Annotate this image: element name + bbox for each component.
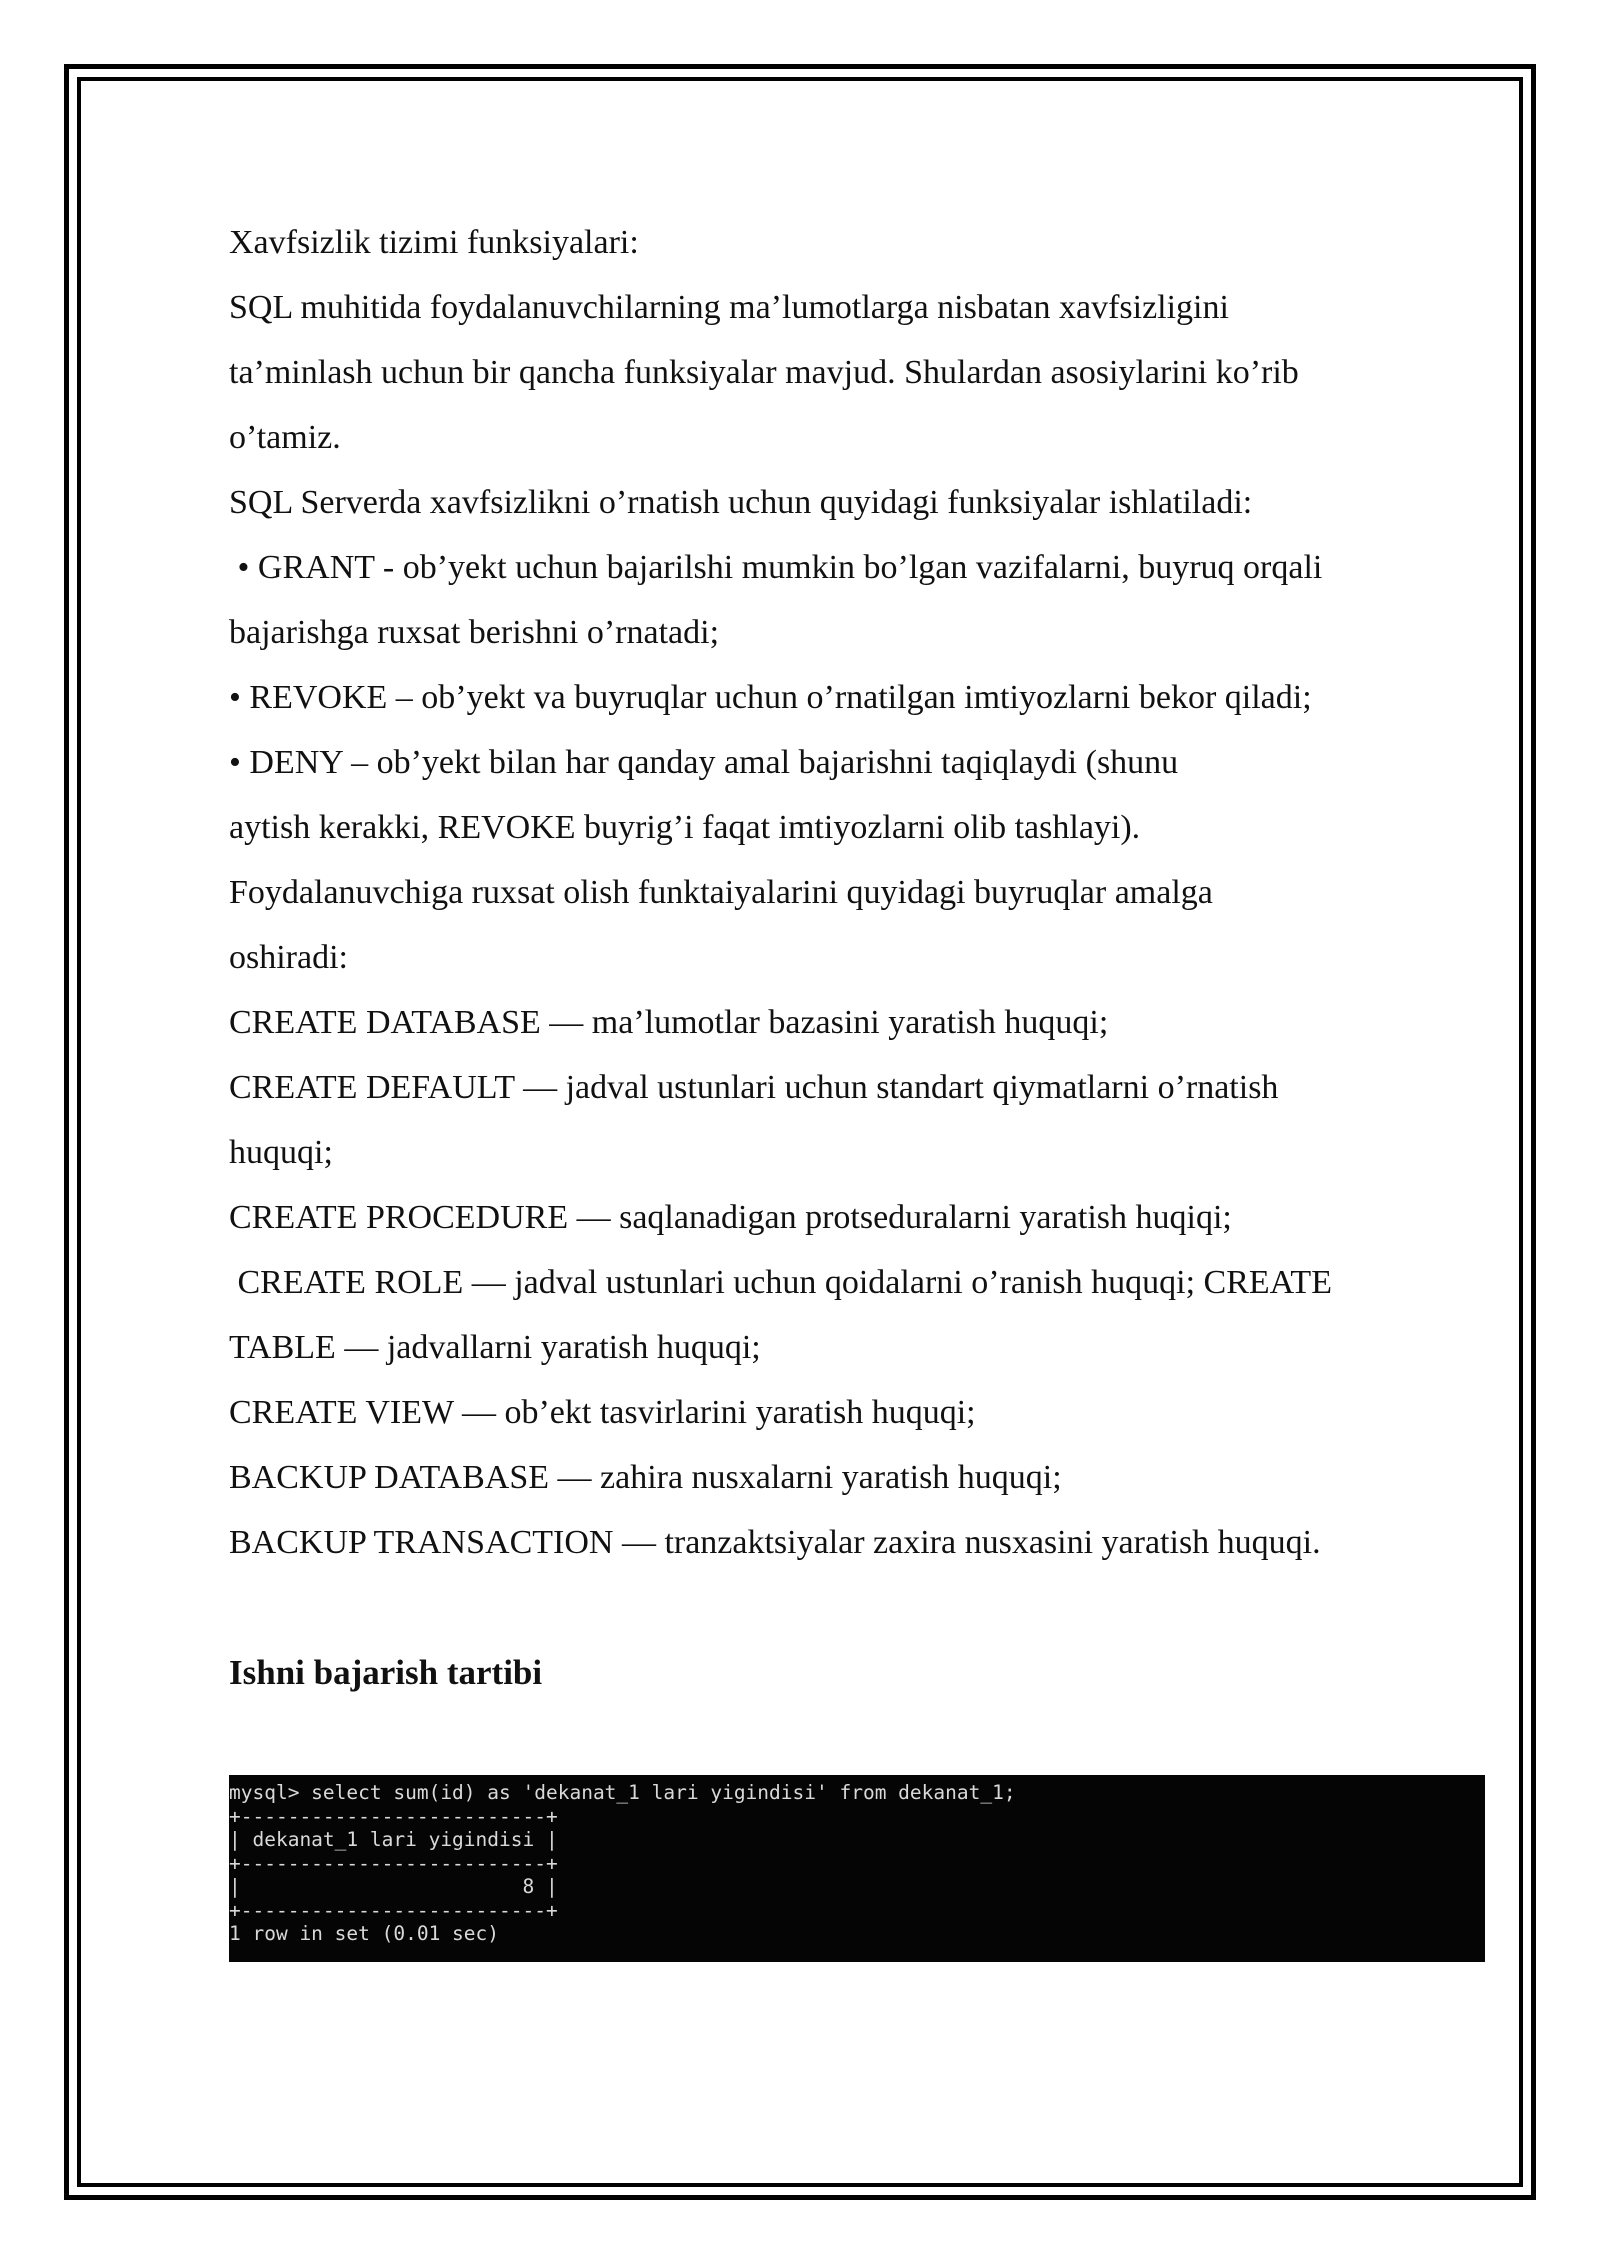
permission-create-table: TABLE — jadvallarni yaratish huquqi; (229, 1329, 761, 1366)
paragraph-line: ta’minlash uchun bir qancha funksiyalar mavjud. Shulardan asosiylarini ko’rib (229, 354, 1299, 391)
paragraph-line: oshiradi: (229, 939, 348, 976)
terminal-line: +--------------------------+ (229, 1851, 558, 1875)
document-body (229, 210, 1489, 1705)
paragraph-line: bajarishga ruxsat berishni o’rnatadi; (229, 614, 720, 651)
terminal-line: | dekanat_1 lari yigindisi | (229, 1828, 558, 1851)
terminal-line: | 8 | (229, 1875, 558, 1898)
permission-create-role: CREATE ROLE — jadval ustunlari uchun qoidalarni o’ranish huquqi; CREATE (229, 1264, 1332, 1301)
terminal-line: mysql> select sum(id) as 'dekanat_1 lari yigindisi' from dekanat_1; (229, 1781, 1016, 1804)
permission-backup-transaction: BACKUP TRANSACTION — tranzaktsiyalar zaxira nusxasini yaratish huquqi. (229, 1524, 1321, 1561)
terminal-screenshot (229, 1775, 1485, 1962)
paragraph-line: aytish kerakki, REVOKE buyrig’i faqat imtiyozlarni olib tashlayi). (229, 809, 1141, 846)
paragraph-line: huquqi; (229, 1134, 333, 1171)
bullet-grant: • GRANT - ob’yekt uchun bajarilshi mumkin bo’lgan vazifalarni, buyruq orqali (229, 549, 1323, 586)
paragraph-line: SQL Serverda xavfsizlikni o’rnatish uchun quyidagi funksiyalar ishlatiladi: (229, 484, 1253, 521)
permission-create-view: CREATE VIEW — ob’ekt tasvirlarini yaratish huquqi; (229, 1394, 976, 1431)
paragraph-line: Xavfsizlik tizimi funksiyalari: (229, 224, 639, 261)
terminal-line: +--------------------------+ (229, 1898, 558, 1922)
permission-create-default: CREATE DEFAULT — jadval ustunlari uchun standart qiymatlarni o’rnatish (229, 1069, 1279, 1106)
bullet-revoke: • REVOKE – ob’yekt va buyruqlar uchun o’rnatilgan imtiyozlarni bekor qiladi; (229, 679, 1312, 716)
paragraph-line: SQL muhitida foydalanuvchilarning ma’lumotlarga nisbatan xavfsizligini (229, 289, 1229, 326)
permission-backup-database: BACKUP DATABASE — zahira nusxalarni yaratish huquqi; (229, 1459, 1062, 1496)
terminal-line: +--------------------------+ (229, 1804, 558, 1828)
permission-create-procedure: CREATE PROCEDURE — saqlanadigan protseduralarni yaratish huqiqi; (229, 1199, 1232, 1236)
terminal-line: 1 row in set (0.01 sec) (229, 1922, 500, 1945)
bullet-deny: • DENY – ob’yekt bilan har qanday amal bajarishni taqiqlaydi (shunu (229, 744, 1179, 781)
section-heading: Ishni bajarish tartibi (229, 1653, 543, 1692)
permission-create-database: CREATE DATABASE — ma’lumotlar bazasini yaratish huquqi; (229, 1004, 1109, 1041)
paragraph-line: o’tamiz. (229, 419, 341, 456)
paragraph-line: Foydalanuvchiga ruxsat olish funktaiyalarini quyidagi buyruqlar amalga (229, 874, 1213, 911)
